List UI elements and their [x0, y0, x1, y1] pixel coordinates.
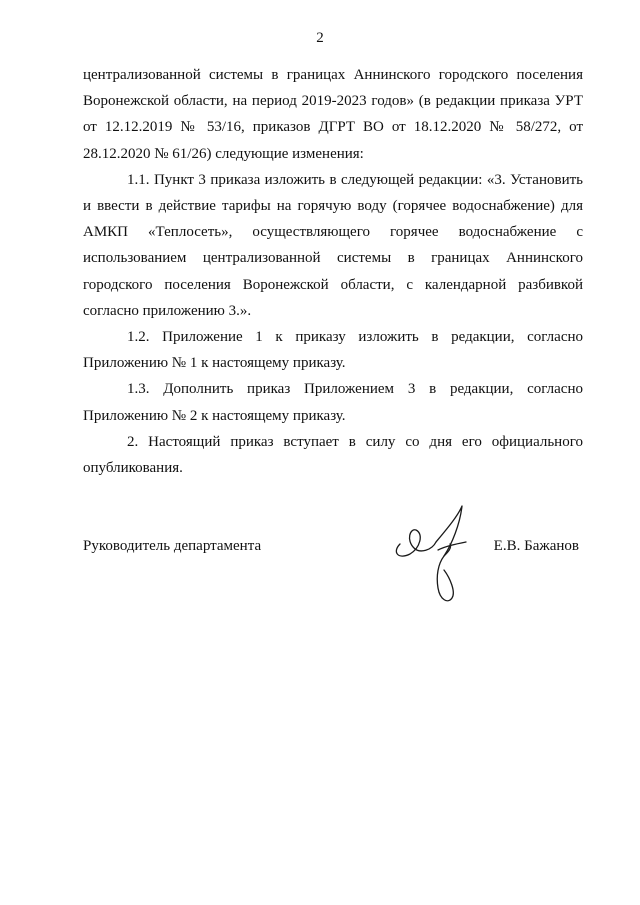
text-line: городского поселения Воронежской области, с календарной разбивкой: [83, 276, 583, 293]
text-line: 2. Настоящий приказ вступает в силу со дня его официального: [127, 433, 583, 450]
text-line: опубликования.: [83, 460, 183, 477]
paragraph-1-1: [83, 167, 583, 324]
text-line: 28.12.2020 № 61/26) следующие изменения:: [83, 145, 364, 162]
text-line: и ввести в действие тарифы на горячую воду (горячее водоснабжение) для: [83, 198, 583, 215]
text-line: Приложению № 1 к настоящему приказу.: [83, 355, 346, 372]
signatory-name: Е.В. Бажанов: [493, 538, 579, 554]
text-line: согласно приложению 3.».: [83, 302, 252, 319]
text-line: использованием централизованной системы в границах Аннинского: [83, 250, 583, 267]
text-line: Воронежской области, на период 2019-2023 годов» (в редакции приказа УРТ: [83, 93, 583, 110]
text-line: от 12.12.2019 № 53/16, приказов ДГРТ ВО от 18.12.2020 № 58/272, от: [83, 119, 583, 136]
paragraph-1-3: [83, 376, 583, 428]
paragraph-continuation: [83, 62, 583, 167]
signature-block: [83, 538, 583, 568]
text-line: АМКП «Теплосеть», осуществляющего горячее водоснабжение с: [83, 224, 583, 241]
signatory-title: Руководитель департамента: [83, 538, 262, 554]
text-line: 1.3. Дополнить приказ Приложением 3 в редакции, согласно: [127, 381, 583, 398]
document-body: [83, 62, 583, 481]
paragraph-1-2: [83, 324, 583, 376]
text-line: Приложению № 2 к настоящему приказу.: [83, 407, 346, 424]
page-number: 2: [316, 30, 324, 46]
paragraph-2: [83, 429, 583, 481]
text-line: 1.1. Пункт 3 приказа изложить в следующей редакции: «3. Установить: [127, 171, 583, 188]
text-line: 1.2. Приложение 1 к приказу изложить в редакции, согласно: [127, 329, 583, 346]
text-line: централизованной системы в границах Аннинского городского поселения: [83, 67, 583, 83]
